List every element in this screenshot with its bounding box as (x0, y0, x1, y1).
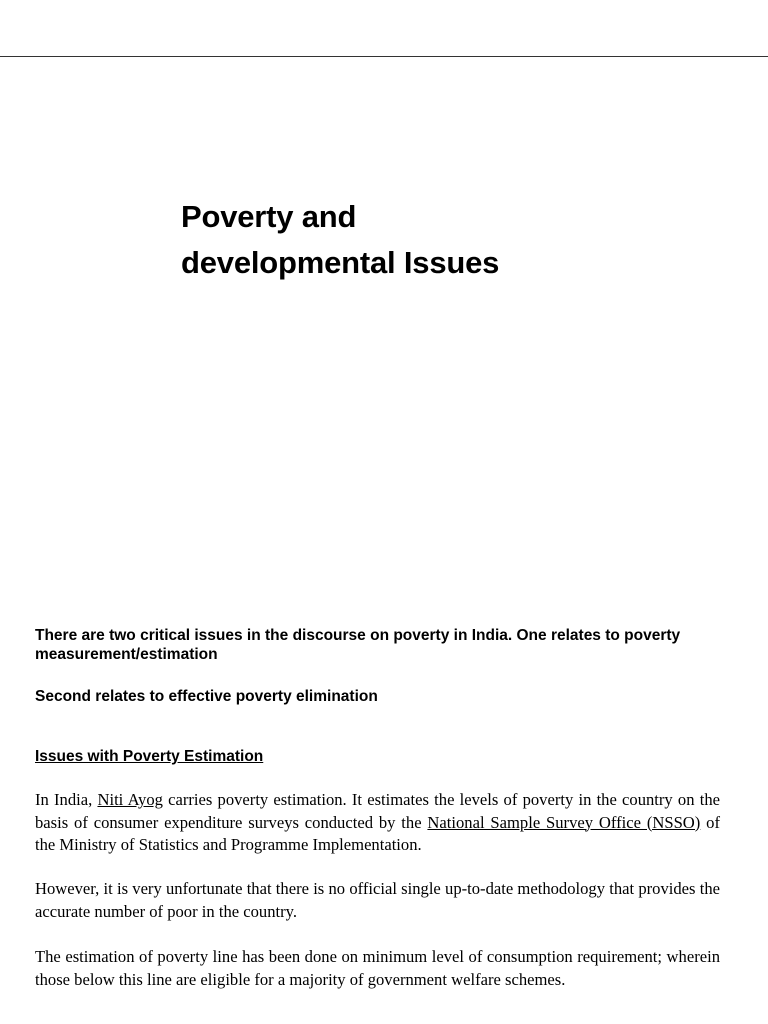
paragraph-methodology: However, it is very unfortunate that there is no official single up-to-date methodology that provides the accurate number of poor in the country. (35, 879, 720, 921)
niti-ayog-link[interactable]: Niti Ayog (97, 790, 163, 809)
paragraph-1-text-c: of the Ministry of Statistics and Programme Implementation. (35, 812, 720, 854)
paragraph-1-text-a: In India, (35, 790, 98, 809)
paragraph-1-text-b: carries poverty estimation. It estimates the levels of poverty in the country on the basis of consumer expenditure surveys conducted by the (35, 790, 720, 832)
page-title-line-2: developmental Issues (181, 245, 500, 280)
paragraph-poverty-line: The estimation of poverty line has been done on minimum level of consumption requirement; wherein those below this line are eligible for a majority of government welfare schemes. (35, 947, 720, 989)
paragraph-niti-ayog (35, 789, 720, 857)
second-statement: Second relates to effective poverty elimination (35, 688, 378, 705)
nsso-link[interactable]: National Sample Survey Office (NSSO) (427, 812, 701, 832)
page-title (181, 194, 701, 286)
intro-statement: There are two critical issues in the discourse on poverty in India. One relates to poverty measurement/estimation (35, 627, 681, 663)
page-title-line-1: Poverty and (181, 199, 357, 234)
section-heading: Issues with Poverty Estimation (35, 748, 264, 765)
header-rule (0, 56, 768, 57)
